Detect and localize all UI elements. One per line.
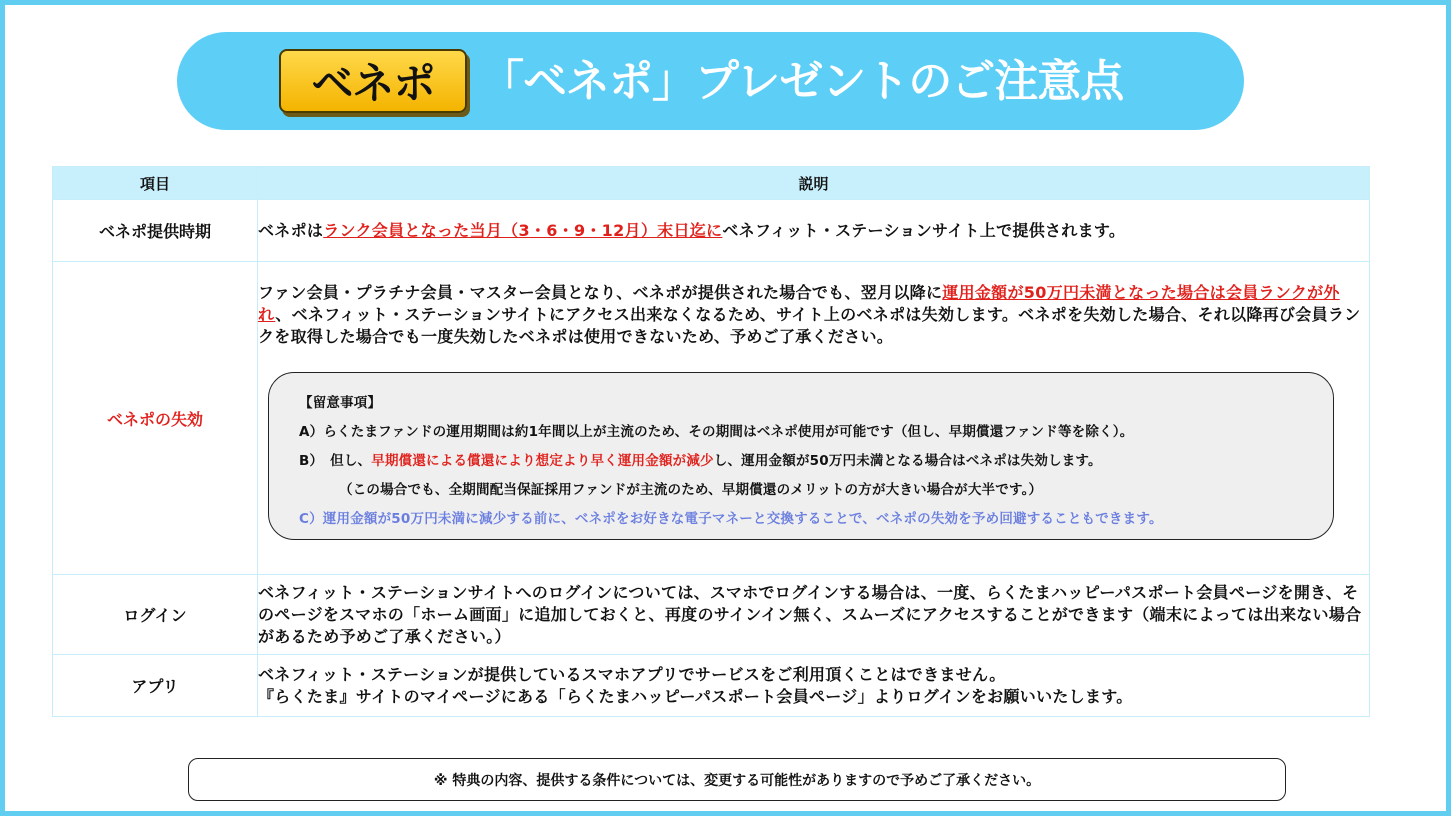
row-label-expiry: ベネポの失効 bbox=[53, 262, 258, 575]
benepo-logo bbox=[279, 49, 467, 113]
footer-note-text: ※ 特典の内容、提供する条件については、変更する可能性がありますので予めご了承ください。 bbox=[433, 772, 1041, 789]
notice-item-b-note: （この場合でも、全期間配当保証採用ファンドが主流のため、早期償還のメリットの方が大きい場合が大半です。） bbox=[339, 482, 1043, 498]
footer-notice bbox=[188, 758, 1286, 801]
notice-table bbox=[52, 166, 1370, 717]
table-row bbox=[53, 655, 1370, 717]
table-row bbox=[53, 575, 1370, 655]
notice-box bbox=[268, 372, 1334, 540]
notice-heading: 【留意事項】 bbox=[299, 395, 382, 411]
column-header-item: 項目 bbox=[53, 167, 258, 200]
notice-item-a: A）らくたまファンドの運用期間は約1年間以上が主流のため、その期間はベネポ使用が可能です（但し、早期償還ファンド等を除く）。 bbox=[299, 424, 1134, 440]
notice-item-c: C）運用金額が50万円未満に減少する前に、ベネポをお好きな電子マネーと交換することで、ベネポの失効を予め回避することもできます。 bbox=[299, 511, 1163, 527]
row-desc-login: ベネフィット・ステーションサイトへのログインについては、スマホでログインする場合は、一度、らくたまハッピーパスポート会員ページを開き、そのページをスマホの「ホーム画面」に追加しておくと、再度のサインイン無く、スムーズにアクセスすることができます（端末によっては出来ない場合があるため予めご了承ください。） bbox=[258, 575, 1370, 655]
table-header-row bbox=[53, 167, 1370, 200]
row-label-login: ログイン bbox=[53, 575, 258, 655]
page-title: 「ベネポ」プレゼントのご注意点 bbox=[480, 56, 1124, 107]
notice-item-b: B） 但し、早期償還による償還により想定より早く運用金額が減少し、運用金額が50万円未満となる場合はベネポは失効します。 bbox=[299, 453, 1102, 469]
table-row bbox=[53, 200, 1370, 262]
row-label-timing: ベネポ提供時期 bbox=[53, 200, 258, 262]
logo-text: ベネポ bbox=[311, 59, 435, 108]
highlight-text: ランク会員となった当月（3・6・9・12月）末日迄に bbox=[323, 220, 723, 240]
row-desc-expiry: ファン会員・プラチナ会員・マスター会員となり、ベネポが提供された場合でも、翌月以降に運用金額が50万円未満となった場合は会員ランクが外れ、ベネフィット・ステーションサイトにアクセス出来なくなるため、サイト上のベネポは失効します。ベネポを失効した場合、それ以降再び会員ランクを取得した場合でも一度失効したベネポは使用できないため、予めご了承ください。 【留意事項】 A）らくたまファンドの運用期間は約1年間以上が主流のため、その期間はベネポ使用が可能です（但し、早期償還ファンド等を除く）。 B） 但し、早期償還による償還により想定より早く運用金額が減少し、運用金額が50万円未満となる場合はベネポは失効します。 （この場合でも、全期間配当保証採用ファンドが主流のため、早期償還のメリットの方が大きい場合が大半です。） C）運用金額が50万円未満に減少する前に、ベネポをお好きな電子マネーと交換することで、ベネポの失効を予め回避することもできます。 bbox=[258, 262, 1370, 575]
row-desc-timing: ベネポはランク会員となった当月（3・6・9・12月）末日迄にベネフィット・ステーションサイト上で提供されます。 bbox=[258, 200, 1370, 262]
column-header-description: 説明 bbox=[258, 167, 1370, 200]
row-label-app: アプリ bbox=[53, 655, 258, 717]
table-row bbox=[53, 262, 1370, 575]
highlight-text: 運用金額が50万円未満となった場合は会員ランクが外れ bbox=[258, 283, 1340, 324]
row-desc-app: ベネフィット・ステーションが提供しているスマホアプリでサービスをご利用頂くことはできません。 『らくたま』サイトのマイページにある「らくたまハッピーパスポート会員ページ」よりログインをお願いいたします。 bbox=[258, 655, 1370, 717]
